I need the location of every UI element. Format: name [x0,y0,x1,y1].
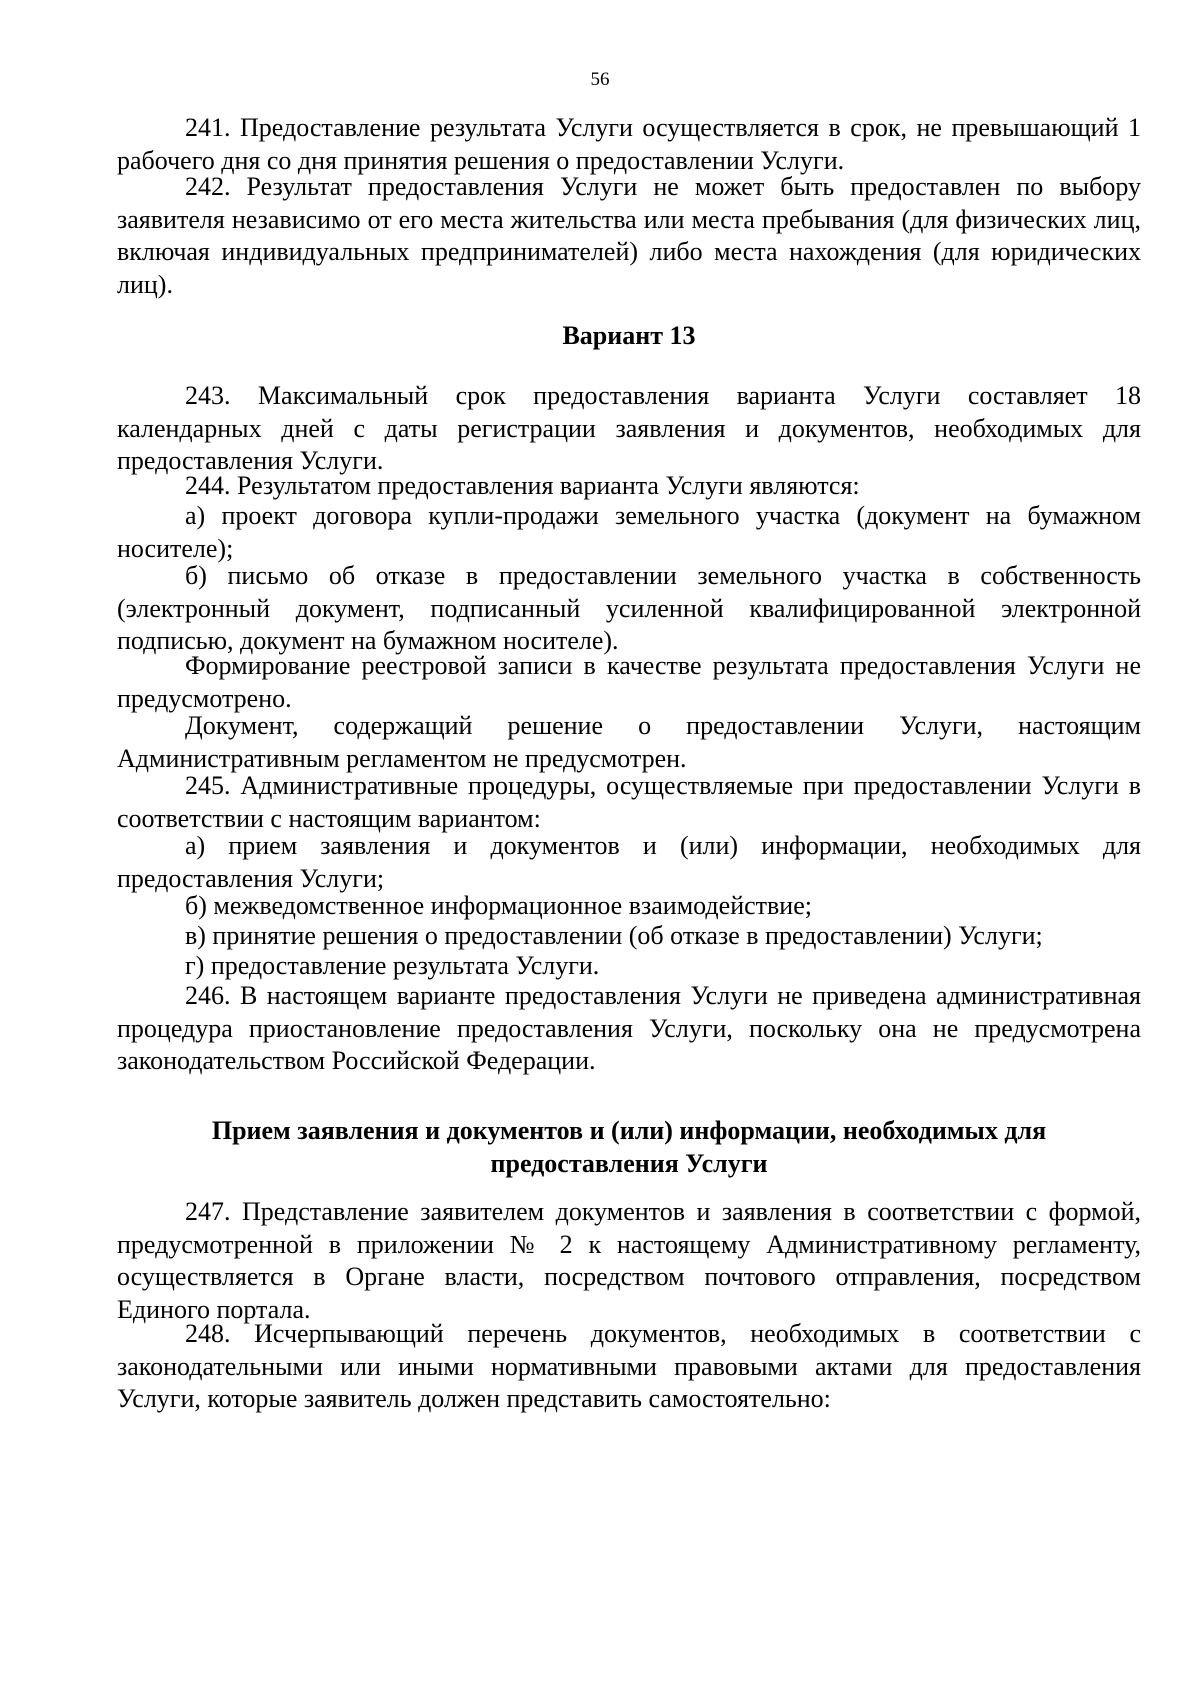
list-item-b-procedure: б) межведомственное информационное взаимодействие; [185,891,812,920]
paragraph-248: 248. Исчерпывающий перечень документов, необходимых в соответствии с законодательными или иными нормативными правовыми актами для предоставления Услуги, которые заявитель должен представить самостоятельно: [117,1319,1141,1413]
list-item-g-procedure: г) предоставление результата Услуги. [185,951,600,980]
heading-application-intake: Прием заявления и документов и (или) информации, необходимых для предоставления Услуги [211,1116,1047,1178]
paragraph-247: 247. Представление заявителем документов и заявления в соответствии с формой, предусмотренной в приложении № 2 к настоящему Административному регламенту, осуществляется в Органе власти, посредством почтового отправления, посредством Единого портала. [117,1197,1141,1324]
list-item-a-result: а) проект договора купли-продажи земельного участка (документ на бумажном носителе); [117,501,1141,563]
paragraph-241: 241. Предоставление результата Услуги осуществляется в срок, не превышающий 1 рабочего дня со дня принятия решения о предоставлении Услуги. [117,113,1141,175]
paragraph-246: 246. В настоящем варианте предоставления Услуги не приведена административная процедура приостановление предоставления Услуги, поскольку она не предусмотрена законодательством Российской Федерации. [117,981,1141,1075]
list-item-b-result: б) письмо об отказе в предоставлении земельного участка в собственность (электронный документ, подписанный усиленной квалифицированной электронной подписью, документ на бумажном носителе). [117,561,1141,655]
paragraph-245: 245. Административные процедуры, осуществляемые при предоставлении Услуги в соответствии с настоящим вариантом: [117,771,1141,833]
page-number: 56 [590,69,610,90]
paragraph-decision-document: Документ, содержащий решение о предоставлении Услуги, настоящим Административным регламентом не предусмотрен. [117,711,1141,773]
list-item-v-procedure: в) принятие решения о предоставлении (об отказе в предоставлении) Услуги; [185,921,1043,950]
list-item-a-procedure: а) прием заявления и документов и (или) информации, необходимых для предоставления Услуги; [117,831,1141,893]
paragraph-242: 242. Результат предоставления Услуги не может быть предоставлен по выбору заявителя независимо от его места жительства или места пребывания (для физических лиц, включая индивидуальных предпринимателей) либо места нахождения (для юридических лиц). [117,172,1141,299]
paragraph-registry-record: Формирование реестровой записи в качестве результата предоставления Услуги не предусмотрено. [117,651,1141,713]
paragraph-244: 244. Результатом предоставления варианта Услуги являются: [185,471,860,500]
paragraph-243: 243. Максимальный срок предоставления варианта Услуги составляет 18 календарных дней с даты регистрации заявления и документов, необходимых для предоставления Услуги. [117,381,1141,475]
heading-variant-13: Вариант 13 [562,321,696,350]
